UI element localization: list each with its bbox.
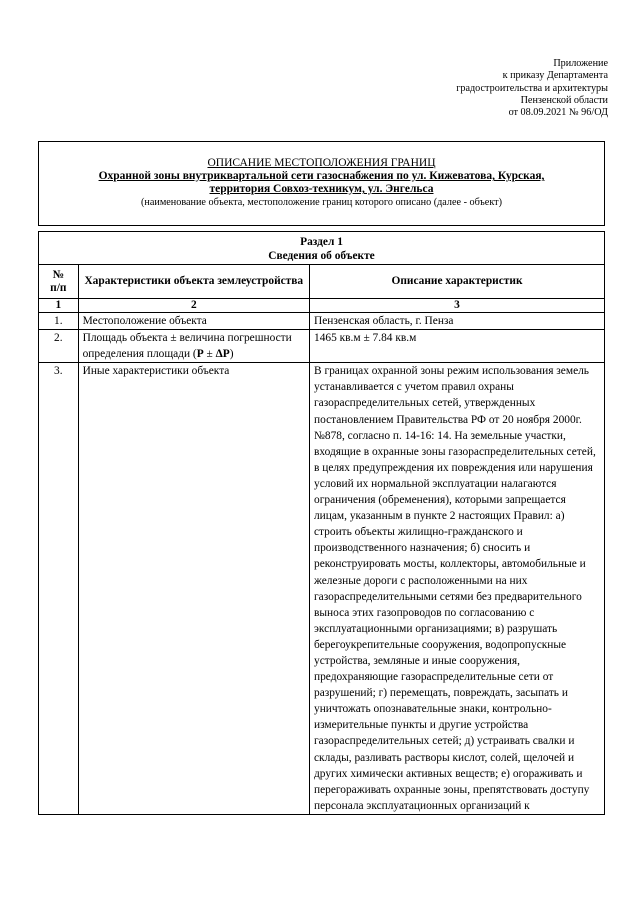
table-row (39, 363, 605, 815)
section-header-row (39, 232, 605, 265)
approval-line: Пензенской области (520, 94, 608, 106)
area-error-symbol: ΔР (215, 348, 230, 361)
row-num: 3. (39, 363, 79, 815)
column-number: 1 (39, 299, 79, 313)
column-number: 3 (310, 299, 605, 313)
approval-line: Приложение (553, 58, 608, 69)
approval-date-line: от 08.09.2021 № 96/ОД (508, 107, 608, 119)
header-characteristic: Характеристики объекта землеустройства (78, 265, 309, 299)
row-description: В границах охранной зоны режим использования земель устанавливается с учетом правил охраны газораспределительных сетей, утвержденных постановлением Правительства РФ от 20 ноября 2000г. №878, согласно п. 14-16: 14. На земельные участки, входящие в охранные зоны газораспределительных сетей, в целях предупреждения их повреждения или нарушения условий их нормальной эксплуатации налагаются ограничения (обременения), которыми запрещается лицам, указанным в пункте 2 настоящих Правил: а) строить объекты жилищно-гражданского и производственного назначения; б) сносить и реконструировать мосты, коллекторы, автомобильные и железные дороги с расположенными на них газораспределительными сетями без предварительного выноса этих газопроводов по согласованию с эксплуатационными организациями; в) разрушать берегоукрепительные сооружения, водопропускные устройства, земляные и иные сооружения, предохраняющие газораспределительные сети от разрушений; г) перемещать, повреждать, засыпать и уничтожать опознавательные знаки, контрольно-измерительные пункты и другие устройства газораспределительных сетей; д) устраивать свалки и склады, разливать растворы кислот, солей, щелочей и других химически активных веществ; е) огораживать и перегораживать охранные зоны, препятствовать доступу персонала эксплуатационных организаций к (310, 363, 605, 815)
object-name-line2: территория Совхоз-техникум, ул. Энгельса (209, 183, 434, 195)
header-description: Описание характеристик (310, 265, 605, 299)
table-row (39, 330, 605, 363)
object-name-line1: Охранной зоны внутриквартальной сети газоснабжения по ул. Кижеватова, Курская, (98, 170, 545, 182)
column-header-row (39, 265, 605, 299)
row-description: Пензенская область, г. Пенза (310, 313, 605, 330)
row-num: 1. (39, 313, 79, 330)
section-header (39, 232, 605, 265)
area-text-part: ) (229, 348, 234, 361)
object-info-table (38, 231, 605, 815)
section-name: Раздел 1 (300, 236, 343, 248)
column-number-row (39, 299, 605, 313)
area-text-part: ± (203, 348, 216, 361)
header-num: № п/п (39, 265, 79, 299)
object-name-caption: (наименование объекта, местоположение границ которого описано (далее - объект) (141, 197, 502, 208)
row-num: 2. (39, 330, 79, 363)
approval-block (368, 58, 608, 119)
table-row (39, 313, 605, 330)
row-characteristic: Местоположение объекта (78, 313, 309, 330)
title-box (38, 141, 605, 226)
section-subtitle: Сведения об объекте (268, 250, 375, 262)
column-number: 2 (78, 299, 309, 313)
row-characteristic: Иные характеристики объекта (78, 363, 309, 815)
object-name (39, 170, 604, 196)
document-title: ОПИСАНИЕ МЕСТОПОЛОЖЕНИЯ ГРАНИЦ (207, 157, 436, 169)
area-symbol: Р (196, 348, 204, 361)
row-characteristic (78, 330, 309, 363)
approval-line: градостроительства и архитектуры (456, 82, 608, 94)
area-text-part: Площадь объекта ± величина погрешности определения площади ( (82, 332, 292, 361)
approval-line: к приказу Департамента (502, 70, 608, 82)
row-description: 1465 кв.м ± 7.84 кв.м (310, 330, 605, 363)
